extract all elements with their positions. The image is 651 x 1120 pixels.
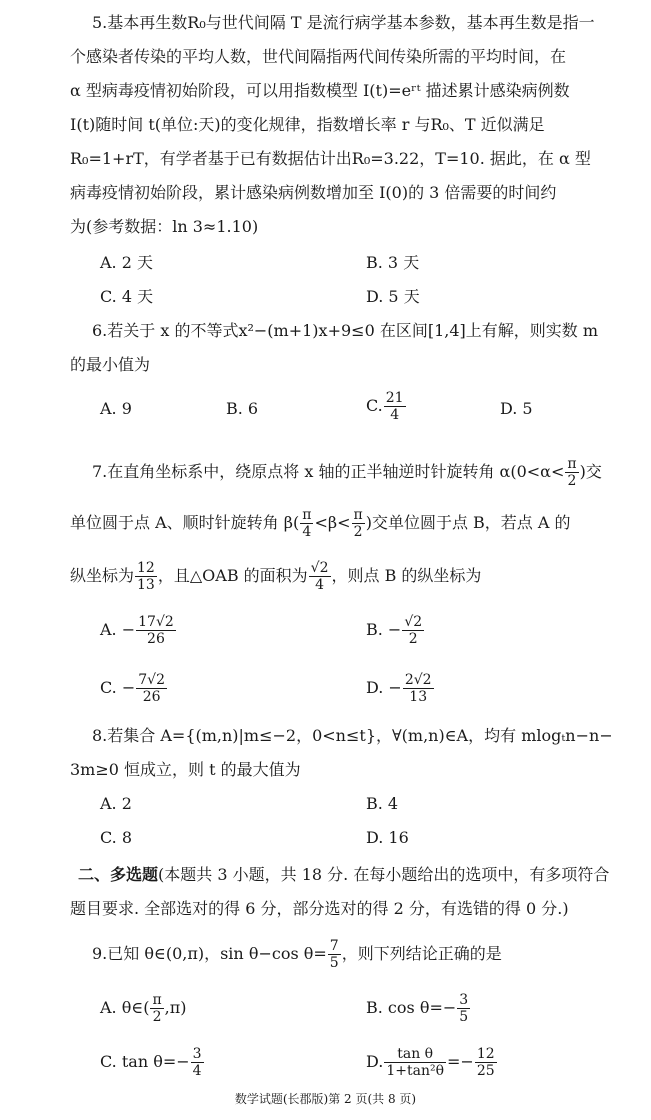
q7-option-a-label: A. − — [100, 620, 136, 639]
q9-option-a-den: 2 — [152, 1009, 162, 1025]
q7-line-2-frac1-num: π — [302, 507, 312, 523]
q9-option-a-end: ,π) — [164, 998, 187, 1017]
q7-line-3-end: ，则点 B 的纵坐标为 — [331, 566, 482, 585]
q9-option-a-num: π — [152, 992, 162, 1008]
q6-line-1: 6.若关于 x 的不等式x²−(m+1)x+9≤0 在区间[1,4]上有解，则实数 m — [92, 321, 599, 340]
q7-option-b-num: √2 — [404, 614, 423, 630]
q7-line-2-frac2-den: 2 — [353, 524, 363, 540]
q9-option-a-text: A. θ∈( — [100, 998, 150, 1017]
q7-option-c-frac — [136, 672, 167, 705]
q9-line-1 — [92, 938, 629, 971]
q9-line-1-text: 9.已知 θ∈(0,π)，sin θ−cos θ= — [92, 944, 327, 963]
q9-option-d-mid: =− — [447, 1052, 474, 1071]
q7-option-c-label: C. − — [100, 678, 136, 697]
q9-line-1-end: ，则下列结论正确的是 — [341, 944, 502, 963]
q5-line-4: I(t)随时间 t(单位:天)的变化规律，指数增长率 r 与R₀、T 近似满足 — [70, 115, 545, 134]
q7-option-b — [366, 614, 425, 647]
q9-option-c-den: 4 — [192, 1063, 202, 1079]
q6-option-c — [366, 390, 407, 423]
q7-option-d-frac — [403, 672, 434, 705]
q9-option-b-den: 5 — [459, 1009, 469, 1025]
section2-title: 二、多选题 — [78, 865, 159, 884]
q7-option-d-num: 2√2 — [404, 672, 432, 688]
q7-line-3-frac2 — [309, 560, 331, 593]
q9-line-1-frac — [328, 938, 341, 971]
q5-line-2: 个感染者传染的平均人数，世代间隔指两代间传染所需的平均时间，在 — [70, 47, 567, 66]
q9-option-d-num2: 12 — [476, 1046, 495, 1062]
q6-option-c-den: 4 — [390, 407, 400, 423]
q8-option-b: B. 4 — [366, 794, 399, 813]
q5-option-d: D. 5 天 — [366, 287, 420, 306]
q9-option-a-frac — [150, 992, 163, 1025]
page-footer: 数学试题(长郡版)第 2 页(共 8 页) — [234, 1092, 417, 1106]
q7-line-3-frac1-num: 12 — [137, 560, 155, 576]
q7-line-3-text: 纵坐标为 — [70, 566, 135, 585]
q7-option-c-num: 7√2 — [138, 672, 165, 688]
q7-option-d-label: D. − — [366, 678, 402, 697]
q6-option-d: D. 5 — [500, 399, 533, 418]
q7-line-3-frac1-den: 13 — [137, 577, 155, 593]
q7-option-c — [100, 672, 168, 705]
q7-option-a — [100, 614, 177, 647]
q7-option-a-den: 26 — [147, 631, 165, 647]
q9-option-b-frac — [457, 992, 470, 1025]
q7-line-1-frac-den: 2 — [567, 473, 577, 489]
q7-option-b-label: B. − — [366, 620, 402, 639]
q7-line-3-frac2-den: 4 — [315, 577, 325, 593]
q5-option-a: A. 2 天 — [100, 253, 153, 272]
q7-line-2-frac2 — [352, 507, 365, 540]
q5-line-6: 病毒疫情初始阶段，累计感染病例数增加至 I(0)的 3 倍需要的时间约 — [70, 183, 557, 202]
q7-option-b-frac — [402, 614, 424, 647]
q7-line-2-mid: <β< — [314, 513, 351, 532]
q6-line-2: 的最小值为 — [70, 355, 151, 374]
q7-line-2 — [70, 507, 629, 540]
q7-line-1 — [92, 456, 629, 489]
q7-option-a-frac — [136, 614, 176, 647]
q9-option-d-num1: tan θ — [384, 1046, 446, 1063]
q8-line-2: 3m≥0 恒成立，则 t 的最大值为 — [70, 760, 301, 779]
q6-option-c-label: C. — [366, 396, 383, 415]
q9-option-c — [100, 1046, 205, 1079]
q5-line-3: α 型病毒疫情初始阶段，可以用指数模型 I(t)=eʳᵗ 描述累计感染病例数 — [70, 81, 570, 100]
q6-option-c-fraction — [384, 390, 406, 423]
q9-option-d-den2: 25 — [476, 1063, 495, 1079]
q7-line-1-text: 7.在直角坐标系中，绕原点将 x 轴的正半轴逆时针旋转角 α(0<α< — [92, 462, 565, 481]
q7-line-1-end: )交 — [579, 462, 602, 481]
q5-line-5: R₀=1+rT，有学者基于已有数据估计出R₀=3.22，T=10. 据此，在 α 型 — [70, 149, 591, 168]
q9-line-1-frac-num: 7 — [329, 938, 339, 954]
q8-option-a: A. 2 — [100, 794, 132, 813]
q9-option-d — [366, 1046, 498, 1079]
q7-line-3-frac2-num: √2 — [310, 560, 329, 576]
q8-line-1: 8.若集合 A={(m,n)|m≤−2，0<n≤t}，∀(m,n)∈A，均有 mlogₜn−n− — [92, 726, 613, 745]
q7-option-d-den: 13 — [409, 689, 428, 705]
q9-option-b-text: B. cos θ=− — [366, 998, 457, 1017]
q5-option-b: B. 3 天 — [366, 253, 420, 272]
q5-line-7: 为(参考数据：ln 3≈1.10) — [70, 217, 259, 236]
q9-option-d-frac1 — [384, 1046, 446, 1079]
q7-line-3-frac1 — [135, 560, 157, 593]
q9-option-d-frac2 — [475, 1046, 497, 1079]
section2-heading — [78, 864, 629, 886]
q6-option-c-num: 21 — [385, 390, 404, 406]
q7-line-2-frac1-den: 4 — [302, 524, 312, 540]
q8-option-c: C. 8 — [100, 828, 133, 847]
q7-line-2-frac1 — [300, 507, 313, 540]
section2-desc-2: 题目要求. 全部选对的得 6 分，部分选对的得 2 分，有选错的得 0 分.) — [70, 899, 569, 918]
q9-option-d-den1: 1+tan²θ — [386, 1063, 445, 1079]
q6-option-b: B. 6 — [226, 399, 259, 418]
q7-line-2-frac2-num: π — [353, 507, 363, 523]
q7-line-3-mid: ，且△OAB 的面积为 — [157, 566, 308, 585]
q7-line-2-end: )交单位圆于点 B，若点 A 的 — [365, 513, 571, 532]
q7-option-a-num: 17√2 — [138, 614, 174, 630]
q9-option-c-num: 3 — [192, 1046, 202, 1062]
q9-option-a — [100, 992, 187, 1025]
q7-line-2-text: 单位圆于点 A、顺时针旋转角 β( — [70, 513, 300, 532]
q8-option-d: D. 16 — [366, 828, 409, 847]
q6-option-a: A. 9 — [100, 399, 132, 418]
q9-option-b-num: 3 — [459, 992, 469, 1008]
q7-option-d — [366, 672, 435, 705]
section2-desc-1: (本题共 3 小题，共 18 分. 在每小题给出的选项中，有多项符合 — [158, 865, 610, 884]
q7-option-b-den: 2 — [408, 631, 418, 647]
q7-option-c-den: 26 — [142, 689, 161, 705]
q9-option-c-text: C. tan θ=− — [100, 1052, 190, 1071]
q9-option-b — [366, 992, 471, 1025]
q7-line-1-frac — [565, 456, 578, 489]
q7-line-1-frac-num: π — [567, 456, 577, 472]
q7-line-3 — [70, 560, 629, 593]
q5-option-c: C. 4 天 — [100, 287, 154, 306]
q9-option-c-frac — [191, 1046, 204, 1079]
q5-line-1: 5.基本再生数R₀与世代间隔 T 是流行病学基本参数，基本再生数是指一 — [92, 13, 595, 32]
q9-option-d-text: D. — [366, 1052, 384, 1071]
q9-line-1-frac-den: 5 — [329, 955, 339, 971]
